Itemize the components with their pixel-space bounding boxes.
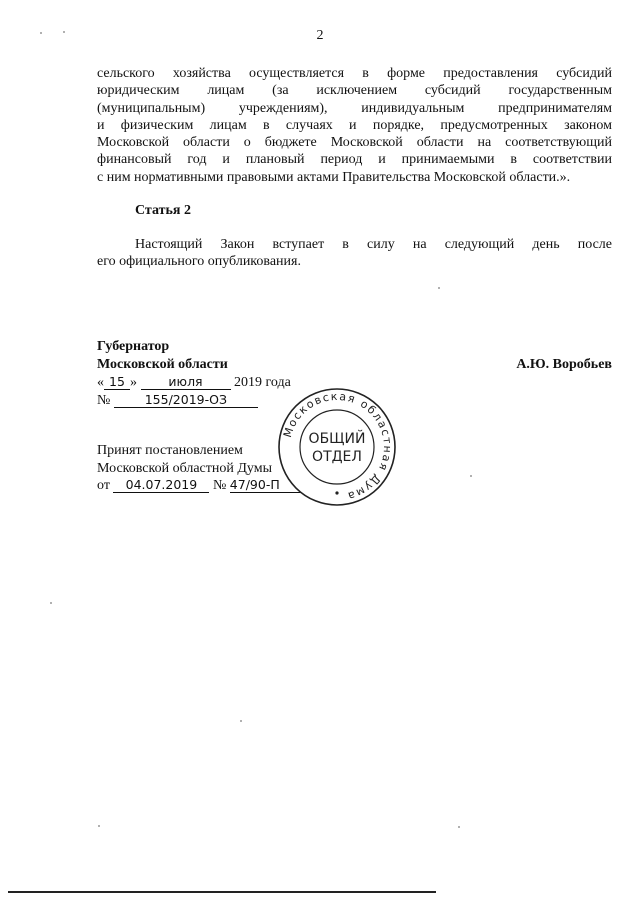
paragraph-1 [97,65,612,186]
adoption-number-label: № [212,478,227,493]
paragraph-line: и физическим лицам в случаях и порядке, предусмотренных законом [97,117,612,133]
stamp-inner-text-1: ОБЩИЙ [308,431,366,447]
scan-speck [240,720,242,722]
law-number [97,392,258,410]
paragraph-line: финансовый год и плановый период и принимаемыми в соответствии [97,152,612,168]
stamp-ring-text: Московская областная Дума [280,389,395,503]
signatory-title-line: Московской области [97,356,228,372]
signatory-name: А.Ю. Воробьев [516,357,612,372]
adoption-line: Принят постановлением [97,443,243,458]
stamp-star-icon [335,491,338,494]
scan-speck [458,826,460,828]
scan-speck [470,475,472,477]
adoption-line: Московской областной Думы [97,460,272,476]
official-stamp [277,387,397,507]
adoption-text [97,442,272,477]
stamp-outer-ring [279,389,395,505]
signatory-title-line: Губернатор [97,339,170,354]
paragraph-line: сельского хозяйства осуществляется в форме предоставления субсидий [97,66,612,81]
adoption-date: 04.07.2019 [113,478,209,493]
date-close-quote: » [130,375,137,390]
paragraph-line: с ним нормативными правовыми актами Правительства Московской области.». [97,169,571,185]
page-number: 2 [316,28,324,43]
adoption-number: 47/90-П [230,478,302,493]
number-label: № [97,393,111,408]
date-day: 15 [104,375,130,390]
adoption-date-number [97,477,302,495]
paragraph-line: его официального опубликования. [97,254,301,270]
signatory-title [97,338,228,373]
paragraph-line: Настоящий Закон вступает в силу на следующий день после [135,237,612,252]
number-value: 155/2019-ОЗ [114,393,258,408]
scan-speck [50,602,52,604]
scan-speck [98,825,100,827]
date-year: 2019 года [234,375,291,390]
scan-speck [63,31,65,33]
date-open-quote: « [97,375,104,390]
article-heading: Статья 2 [135,203,191,218]
date-month: июля [141,375,231,390]
paragraph-line: Московской области о бюджете Московской области на соответствующий [97,135,612,151]
bottom-rule [8,891,436,893]
paragraph-2 [97,236,612,271]
scan-speck [40,32,42,34]
from-label: от [97,478,110,493]
scan-speck [438,287,440,289]
stamp-inner-text-2: ОТДЕЛ [312,449,362,465]
paragraph-line: юридическим лицам (за исключением субсидий государственным [97,83,612,99]
law-date [97,374,291,392]
paragraph-line: (муниципальным) учреждениям), индивидуальным предпринимателям [97,100,612,116]
